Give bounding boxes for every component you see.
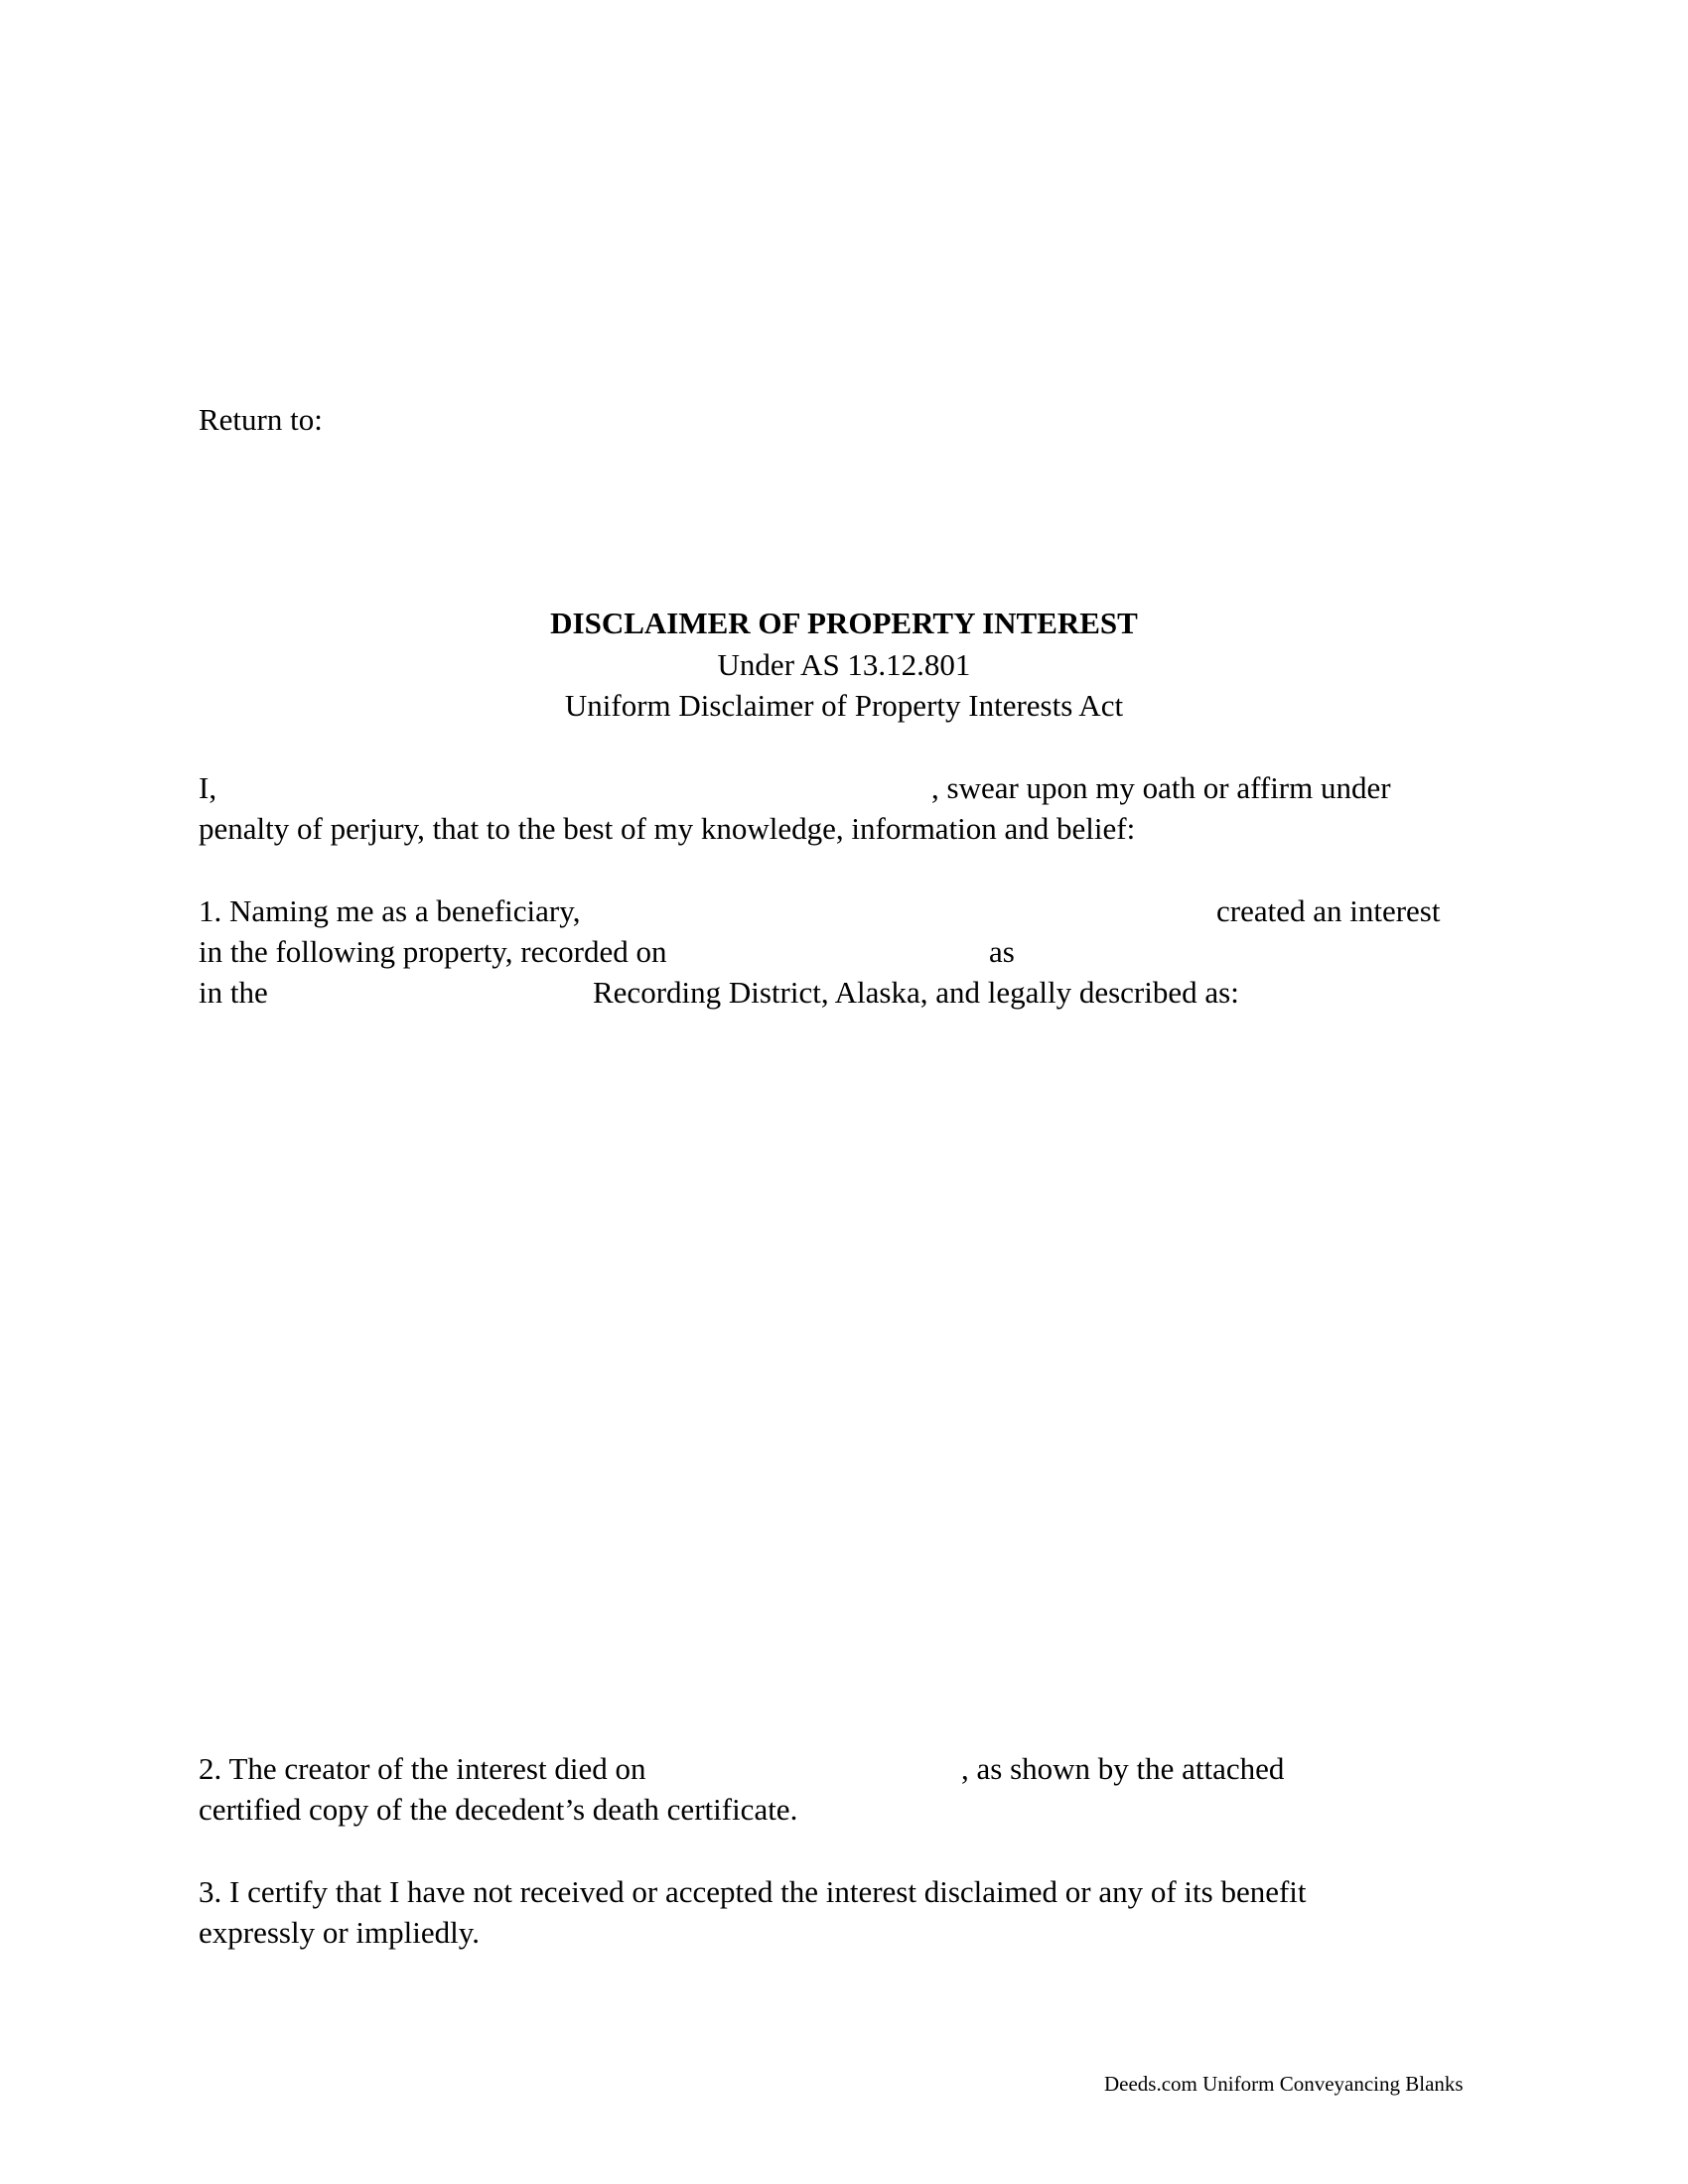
item-3-certification-text: 3. I certify that I have not received or accepted the interest disclaimed or any of its benefit bbox=[199, 1874, 1307, 1909]
item-2-death-certificate-text: certified copy of the decedent’s death certificate. bbox=[199, 1792, 798, 1827]
item-2-attached-text: , as shown by the attached bbox=[961, 1751, 1285, 1786]
oath-prefix: I, bbox=[199, 770, 217, 805]
item-1-created-interest-text: created an interest bbox=[1216, 893, 1441, 928]
item-1-beneficiary-text: 1. Naming me as a beneficiary, bbox=[199, 893, 581, 928]
statute-reference: Under AS 13.12.801 bbox=[717, 647, 971, 682]
item-2-died-on-text: 2. The creator of the interest died on bbox=[199, 1751, 646, 1786]
item-1-recording-district-text: Recording District, Alaska, and legally described as: bbox=[593, 975, 1239, 1010]
item-1-in-the-text: in the bbox=[199, 975, 268, 1010]
document-title: DISCLAIMER OF PROPERTY INTEREST bbox=[550, 606, 1138, 640]
oath-suffix: , swear upon my oath or affirm under bbox=[931, 770, 1391, 805]
item-1-as-text: as bbox=[989, 934, 1015, 969]
item-3-impliedly-text: expressly or impliedly. bbox=[199, 1915, 480, 1950]
oath-line-2: penalty of perjury, that to the best of my knowledge, information and belief: bbox=[199, 811, 1136, 846]
act-name: Uniform Disclaimer of Property Interests Act bbox=[564, 688, 1124, 723]
footer-credit: Deeds.com Uniform Conveyancing Blanks bbox=[1104, 2072, 1464, 2096]
return-to-label: Return to: bbox=[199, 402, 323, 437]
item-1-recorded-on-text: in the following property, recorded on bbox=[199, 934, 667, 969]
